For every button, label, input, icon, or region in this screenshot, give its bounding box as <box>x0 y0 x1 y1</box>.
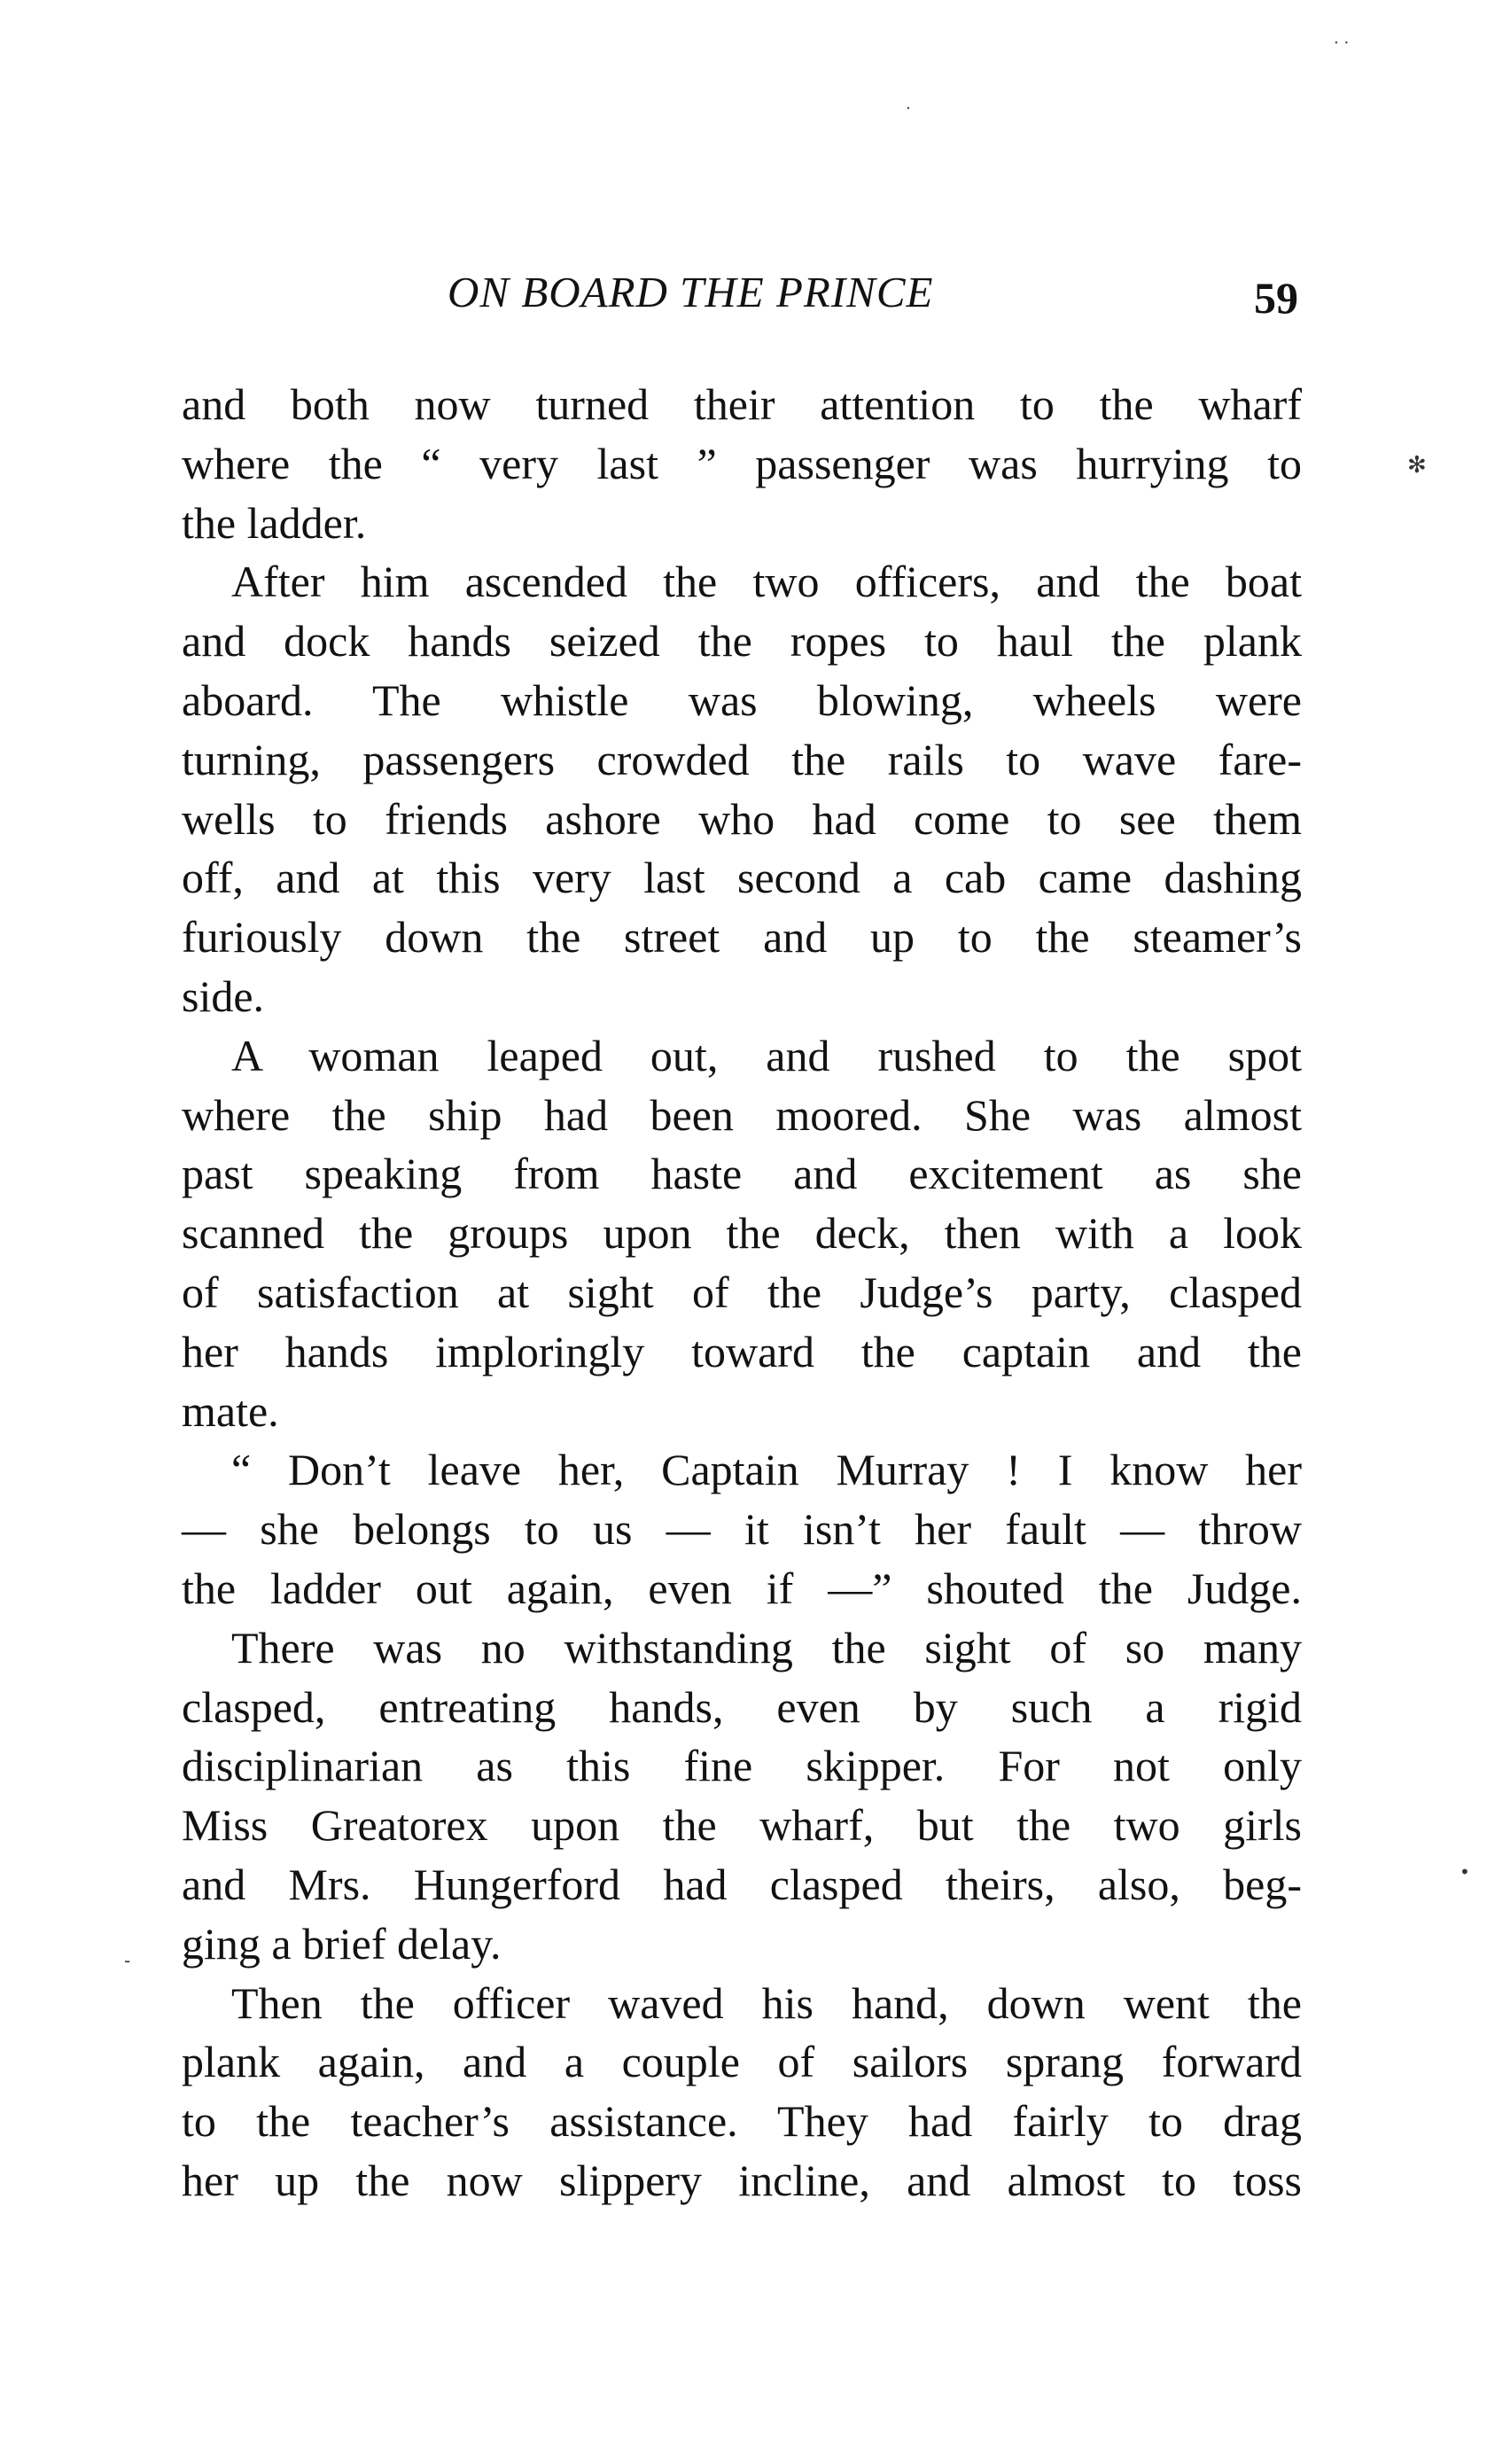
text-line: plank again, and a couple of sailors sprang forward <box>182 2037 1302 2087</box>
text-line: mate. <box>182 1385 279 1436</box>
text-line: and both now turned their attention to the wharf <box>182 379 1302 429</box>
text-line: wells to friends ashore who had come to see them <box>182 793 1302 844</box>
stray-mark-top: · <box>906 99 911 118</box>
running-head: ON BOARD THE PRINCE <box>448 268 934 316</box>
text-line: her up the now slippery incline, and almost to toss <box>182 2155 1302 2205</box>
text-line: the ladder. <box>182 497 367 548</box>
text-line: the ladder out again, even if —” shouted the Judge. <box>182 1563 1302 1613</box>
text-line: and Mrs. Hungerford had clasped theirs, also, beg- <box>182 1859 1302 1909</box>
text-line: turning, passengers crowded the rails to wave fare- <box>182 734 1302 784</box>
text-line: her hands imploringly toward the captain and the <box>182 1326 1302 1376</box>
text-line: clasped, entreating hands, even by such a rigid <box>182 1681 1302 1732</box>
text-line: There was no withstanding the sight of so many <box>231 1622 1302 1673</box>
text-line: to the teacher’s assistance. They had fairly to drag <box>182 2096 1302 2147</box>
text-line: and dock hands seized the ropes to haul the plank <box>182 616 1302 667</box>
page-number: 59 <box>1254 273 1298 323</box>
text-line: of satisfaction at sight of the Judge’s party, clasped <box>182 1267 1302 1317</box>
text-line: “ Don’t leave her, Captain Murray ! I know her <box>231 1445 1302 1495</box>
text-line: A woman leaped out, and rushed to the spot <box>231 1030 1302 1080</box>
text-line: — she belongs to us — it isn’t her fault — throw <box>182 1504 1302 1555</box>
text-line: After him ascended the two officers, and the boat <box>231 557 1302 607</box>
stray-mark-top-right: · · <box>1334 34 1350 52</box>
text-line: past speaking from haste and excitement as she <box>182 1149 1302 1199</box>
stray-mark-side-star: ✻ <box>1407 452 1427 479</box>
text-line: scanned the groups upon the deck, then with a look <box>182 1208 1302 1259</box>
text-line: Miss Greatorex upon the wharf, but the two girls <box>182 1800 1302 1851</box>
text-line: ging a brief delay. <box>182 1918 502 1969</box>
text-line: where the ship had been moored. She was almost <box>182 1089 1302 1140</box>
text-line: off, and at this very last second a cab came dashing <box>182 853 1302 903</box>
stray-mark-side-dot: • <box>1460 1861 1470 1883</box>
stray-mark-left-dash: - <box>124 1950 131 1971</box>
text-line: furiously down the street and up to the steamer’s <box>182 912 1302 963</box>
text-line: disciplinarian as this fine skipper. For not only <box>182 1741 1302 1791</box>
text-line: aboard. The whistle was blowing, wheels were <box>182 674 1302 725</box>
body-text <box>182 375 1302 2211</box>
text-line: where the “ very last ” passenger was hurrying to <box>182 438 1302 488</box>
text-line: Then the officer waved his hand, down went the <box>231 1977 1302 2028</box>
text-line: side. <box>182 971 265 1021</box>
